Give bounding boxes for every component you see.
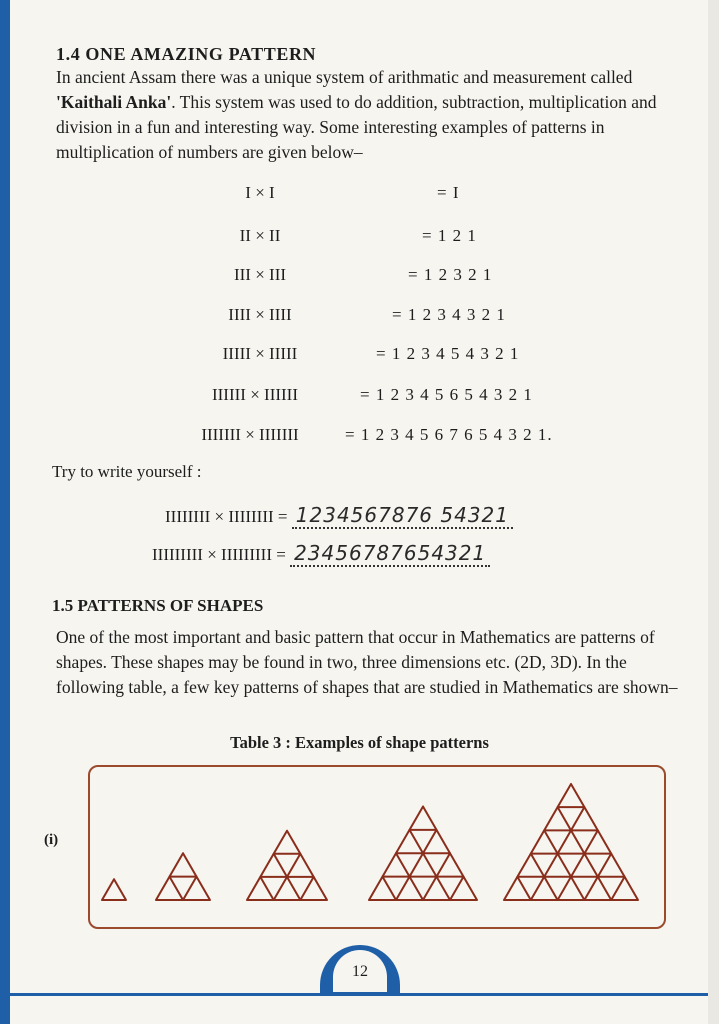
small-triangle (504, 877, 531, 900)
small-triangle (287, 854, 314, 877)
handwritten-answer[interactable]: 1234567876 54321 (292, 503, 513, 529)
para-text-bold: 'Kaithali Anka' (56, 92, 172, 112)
small-triangle (383, 853, 410, 876)
small-triangle (410, 853, 437, 876)
para-text-b: . This system was used to do addition, subtraction, multiplication and division in a fun and interesting way. Some interesting examples of patterns in multiplication of numbers are given below– (56, 92, 657, 162)
small-triangle (544, 854, 571, 877)
pattern-lhs: I × I (245, 183, 275, 202)
handwritten-answer[interactable]: 23456787654321 (290, 541, 490, 567)
small-triangle (517, 854, 544, 877)
small-triangle (598, 854, 625, 877)
small-triangle (423, 877, 450, 900)
small-triangle (558, 784, 585, 807)
pattern-rhs: = 1 2 3 2 1 (408, 265, 493, 284)
small-triangle (531, 830, 558, 853)
small-triangle (102, 879, 126, 900)
exercise-lhs: IIIIIIIII × IIIIIIIII = (152, 545, 286, 564)
triangle-pattern-3 (247, 831, 327, 900)
small-triangle (396, 877, 423, 900)
pattern-rhs: = 1 2 3 4 3 2 1 (392, 305, 506, 324)
small-triangle (423, 830, 450, 853)
pattern-rhs: = 1 2 3 4 5 4 3 2 1 (376, 344, 520, 363)
pattern-rhs: = 1 2 1 (422, 226, 477, 245)
pattern-lhs: III × III (233, 265, 287, 284)
pattern-rhs: = I (437, 183, 460, 202)
page-number: 12 (333, 950, 387, 992)
small-triangle (156, 877, 183, 900)
small-triangle (571, 854, 598, 877)
pattern-lhs: IIII × IIII (228, 305, 292, 324)
pattern-rhs: = 1 2 3 4 5 6 7 6 5 4 3 2 1. (345, 425, 553, 444)
small-triangle (450, 877, 477, 900)
triangle-pattern-4 (369, 806, 477, 900)
small-triangle (300, 877, 327, 900)
footer-rule (8, 993, 708, 996)
small-triangle (183, 877, 210, 900)
small-triangle (369, 877, 396, 900)
pattern-lhs: IIIIIII × IIIIIII (201, 425, 299, 444)
small-triangle (611, 877, 638, 900)
small-triangle (544, 807, 571, 830)
small-triangle (274, 877, 301, 900)
section-title-1-4: 1.4 ONE AMAZING PATTERN (56, 44, 317, 64)
pattern-lhs: IIIIII × IIIIII (211, 385, 299, 404)
table-caption: Table 3 : Examples of shape patterns (230, 733, 489, 752)
pattern-lhs: IIIII × IIIII (222, 344, 298, 363)
exercise-lhs: IIIIIIII × IIIIIIII = (165, 507, 288, 526)
small-triangle (558, 877, 585, 900)
triangle-pattern-5 (504, 784, 638, 900)
para-text-a: In ancient Assam there was a unique system of arithmatic and measurement called (56, 67, 633, 87)
small-triangle (531, 877, 558, 900)
small-triangle (571, 807, 598, 830)
small-triangle (274, 831, 301, 854)
section-1-5-paragraph: One of the most important and basic pattern that occur in Mathematics are patterns of shapes. These shapes may be found in two, three dimensions etc. (2D, 3D). In the following table, a few key patterns of shapes that are studied in Mathematics are shown– (56, 627, 678, 697)
small-triangle (584, 877, 611, 900)
small-triangle (437, 853, 464, 876)
small-triangle (410, 806, 437, 829)
small-triangle (247, 877, 274, 900)
small-triangle (170, 853, 197, 876)
triangle-pattern-1 (102, 879, 126, 900)
section-title-1-5: 1.5 PATTERNS OF SHAPES (52, 596, 264, 615)
pattern-rhs: = 1 2 3 4 5 6 5 4 3 2 1 (360, 385, 533, 404)
table-row-label: (i) (44, 832, 59, 848)
small-triangle (558, 830, 585, 853)
pattern-lhs: II × II (239, 226, 281, 245)
small-triangle (260, 854, 287, 877)
try-yourself-label: Try to write yourself : (52, 462, 202, 481)
triangle-pattern-2 (156, 853, 210, 900)
small-triangle (396, 830, 423, 853)
small-triangle (584, 830, 611, 853)
